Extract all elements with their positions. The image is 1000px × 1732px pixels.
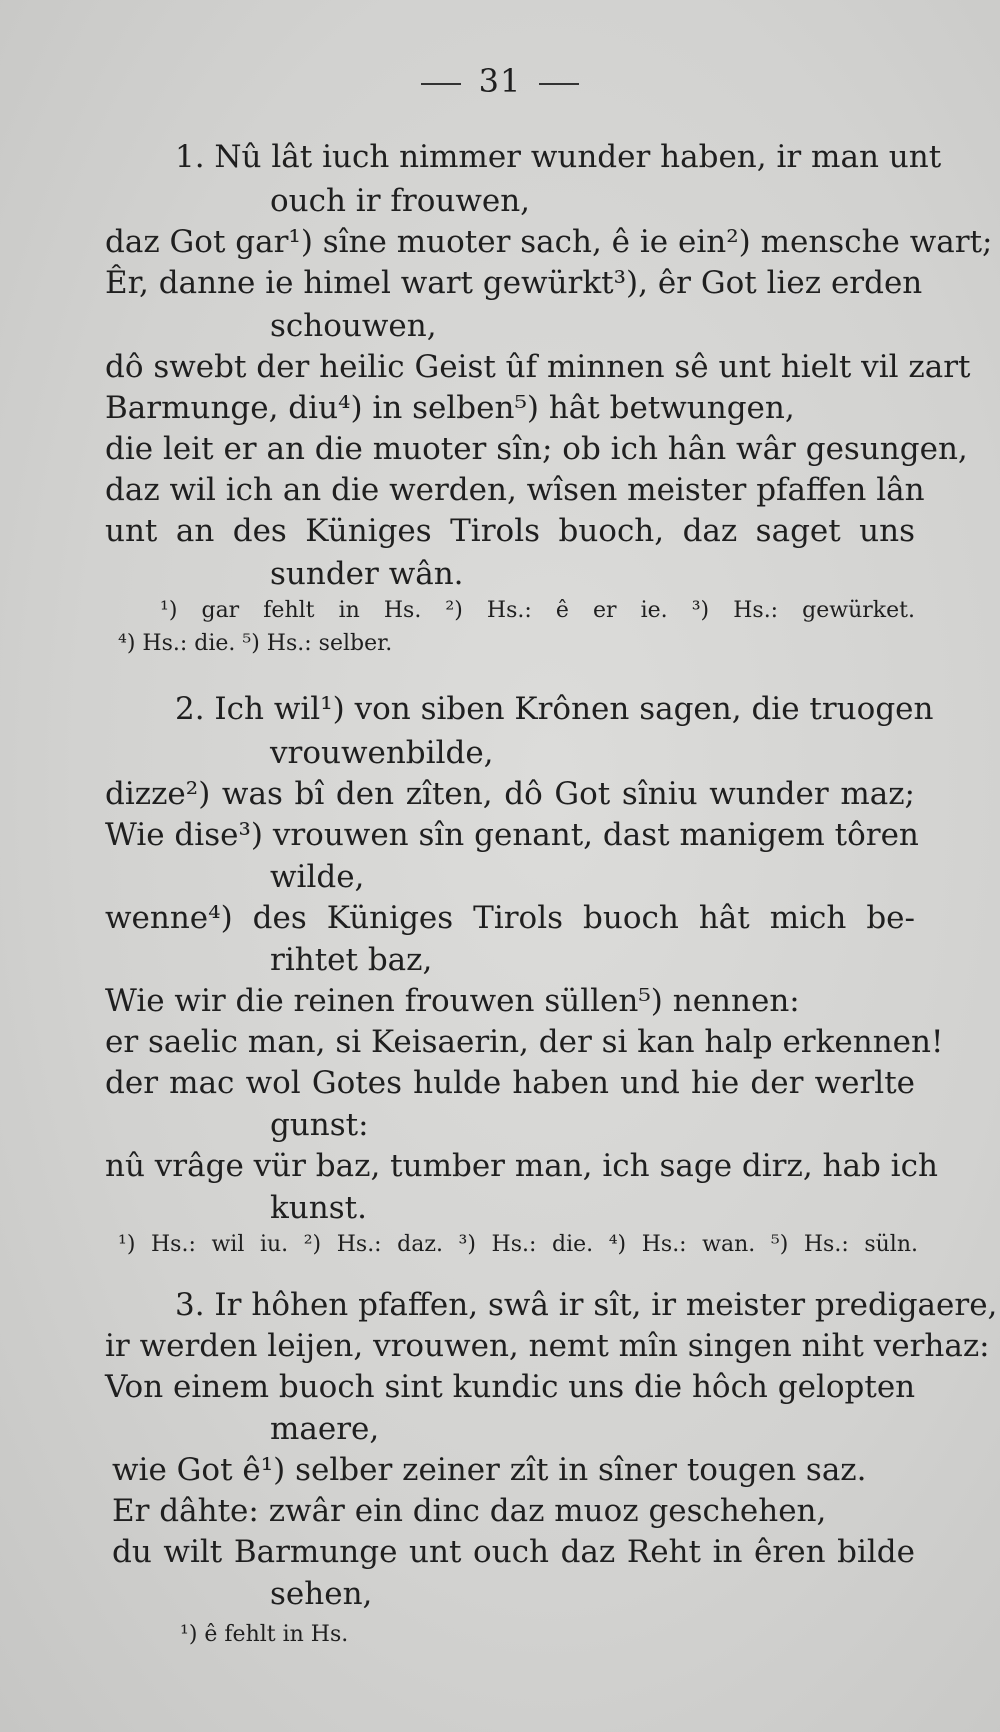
stanza-2-line-2: vrouwenbilde,	[270, 735, 494, 771]
stanza-2-line-6: wenne⁴) des Küniges Tirols buoch hât mich be-	[105, 900, 915, 936]
stanza-2-line-9: er saelic man, si Keisaerin, der si kan halp erkennen!	[105, 1024, 944, 1060]
page-number: 31	[478, 62, 522, 100]
stanza-1-line-9: daz wil ich an die werden, wîsen meister pfaffen lân	[105, 472, 925, 508]
stanza-3-line-3: Von einem buoch sint kundic uns die hôch gelopten	[105, 1369, 916, 1405]
stanza-2-line-10: der mac wol Gotes hulde haben und hie der werlte	[105, 1065, 915, 1101]
stanza-2-line-5: wilde,	[270, 859, 365, 895]
stanza-3-footnote-1: ¹) ê fehlt in Hs.	[180, 1622, 349, 1647]
stanza-2-line-4: Wie dise³) vrouwen sîn genant, dast manigem tôren	[105, 817, 919, 853]
header-dash-right	[539, 83, 579, 85]
stanza-2-line-8: Wie wir die reinen frouwen süllen⁵) nennen:	[105, 983, 800, 1019]
stanza-1-line-2: ouch ir frouwen,	[270, 183, 531, 219]
stanza-3-line-7: du wilt Barmunge unt ouch daz Reht in êren bilde	[112, 1534, 915, 1570]
stanza-1-line-11: sunder wân.	[270, 556, 464, 592]
stanza-2-line-3: dizze²) was bî den zîten, dô Got sîniu wunder maz;	[105, 776, 915, 812]
stanza-1-footnote-2: ⁴) Hs.: die. ⁵) Hs.: selber.	[118, 631, 393, 656]
stanza-2-line-11: gunst:	[270, 1107, 369, 1143]
stanza-3-line-2: ir werden leijen, vrouwen, nemt mîn singen niht verhaz:	[105, 1328, 990, 1364]
stanza-3-line-4: maere,	[270, 1411, 380, 1447]
stanza-3-line-8: sehen,	[270, 1576, 373, 1612]
stanza-2-line-12: nû vrâge vür baz, tumber man, ich sage dirz, hab ich	[105, 1148, 938, 1184]
stanza-1-footnote-1: ¹) gar fehlt in Hs. ²) Hs.: ê er ie. ³) Hs.: gewürket.	[160, 598, 915, 623]
stanza-1-line-8: die leit er an die muoter sîn; ob ich hân wâr gesungen,	[105, 431, 968, 467]
stanza-1-line-3: daz Got gar¹) sîne muoter sach, ê ie ein²) mensche wart;	[105, 224, 993, 260]
stanza-1-line-1: 1. Nû lât iuch nimmer wunder haben, ir man unt	[175, 139, 942, 175]
stanza-2-footnote-1: ¹) Hs.: wil iu. ²) Hs.: daz. ³) Hs.: die. ⁴) Hs.: wan. ⁵) Hs.: süln.	[118, 1232, 918, 1257]
stanza-2-line-1: 2. Ich wil¹) von siben Krônen sagen, die truogen	[175, 691, 934, 727]
stanza-3-line-6: Er dâhte: zwâr ein dinc daz muoz geschehen,	[112, 1493, 827, 1529]
stanza-2-line-13: kunst.	[270, 1190, 367, 1226]
stanza-1-line-5: schouwen,	[270, 308, 437, 344]
page-header	[0, 62, 1000, 100]
stanza-3-line-1: 3. Ir hôhen pfaffen, swâ ir sît, ir meister predigaere,	[175, 1287, 998, 1323]
stanza-1-line-10: unt an des Küniges Tirols buoch, daz saget uns	[105, 513, 915, 549]
stanza-3-line-5: wie Got ê¹) selber zeiner zît in sîner tougen saz.	[112, 1452, 867, 1488]
stanza-2-line-7: rihtet baz,	[270, 942, 433, 978]
stanza-1-line-4: Êr, danne ie himel wart gewürkt³), êr Got liez erden	[105, 265, 923, 301]
stanza-1-line-7: Barmunge, diu⁴) in selben⁵) hât betwungen,	[105, 390, 795, 426]
header-dash-left	[421, 83, 461, 85]
stanza-1-line-6: dô swebt der heilic Geist ûf minnen sê unt hielt vil zart	[105, 349, 971, 385]
